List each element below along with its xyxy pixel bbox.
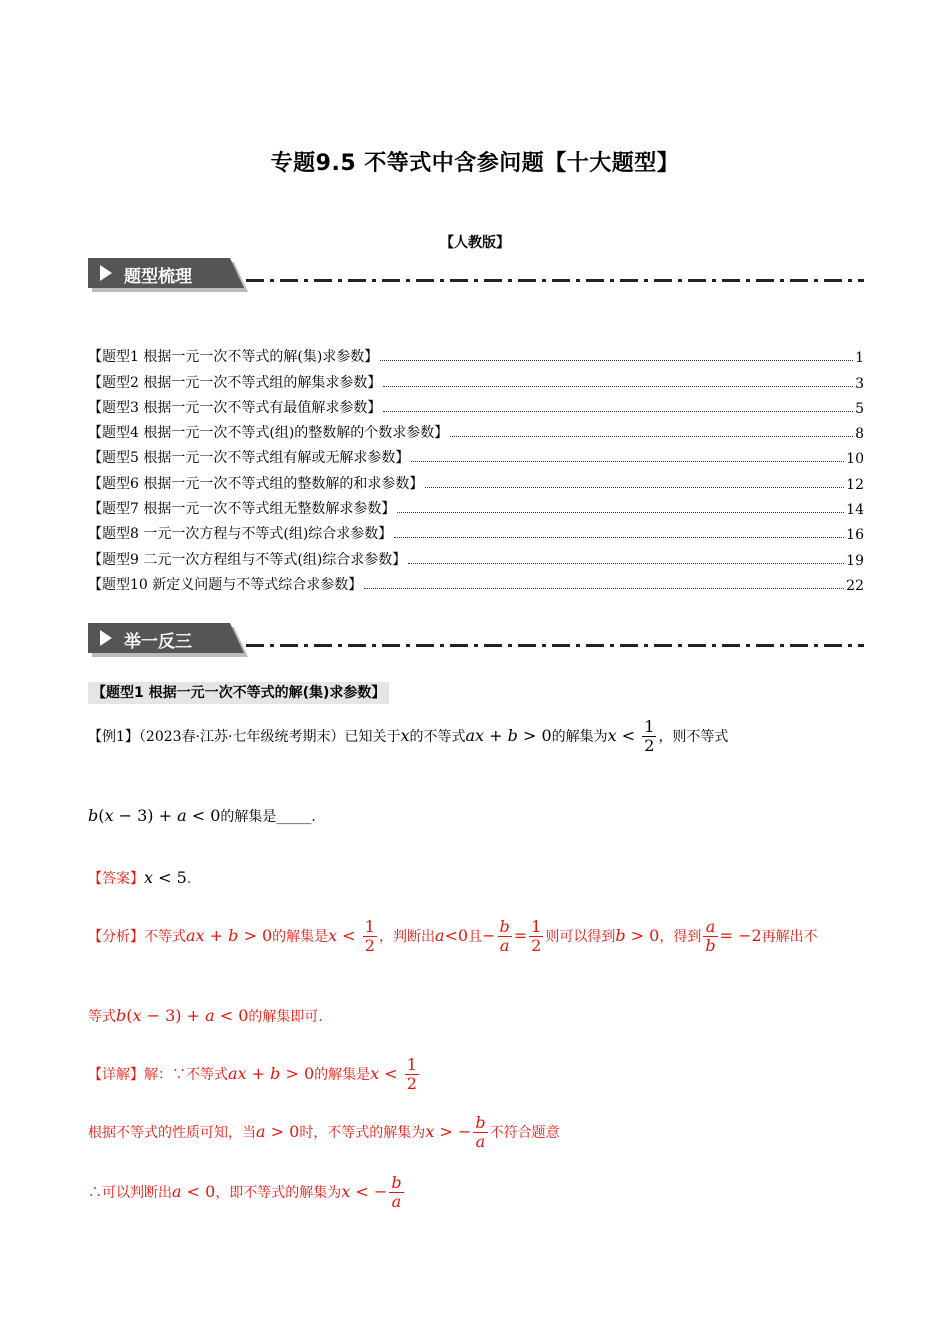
toc-item[interactable]: 【题型1 根据一元一次不等式的解(集)求参数】 1 xyxy=(88,349,864,367)
example-question-cont: b(x − 3) + a < 0的解集是_____. xyxy=(88,806,316,825)
section-title-overview: 题型梳理 xyxy=(124,267,192,287)
toc-item[interactable]: 【题型6 根据一元一次不等式组的整数解的和求参数】 12 xyxy=(88,475,864,493)
play-arrow-icon xyxy=(100,265,112,281)
answer: 【答案】x < 5. xyxy=(88,868,192,887)
detail-line-1: 【详解】解：∵不等式ax + b > 0的解集是x < $\frac{1}{2}$ xyxy=(88,1055,417,1094)
toc-item[interactable]: 【题型7 根据一元一次不等式组无整数解求参数】 14 xyxy=(88,501,864,519)
page-title: 专题9.5 不等式中含参问题【十大题型】 xyxy=(270,151,680,176)
toc-item[interactable]: 【题型2 根据一元一次不等式组的解集求参数】 3 xyxy=(88,374,864,392)
dash-divider xyxy=(246,279,864,282)
toc-item[interactable]: 【题型4 根据一元一次不等式(组)的整数解的个数求参数】 8 xyxy=(88,425,864,443)
table-of-contents xyxy=(88,341,864,594)
toc-item[interactable]: 【题型5 根据一元一次不等式组有解或无解求参数】 10 xyxy=(88,450,864,468)
toc-item[interactable]: 【题型10 新定义问题与不等式综合求参数】 22 xyxy=(88,576,864,594)
section-bar-overview xyxy=(88,258,864,292)
detail-line-3: ∴可以判断出a < 0，即不等式的解集为x < − $\frac{b}{a}$ xyxy=(88,1173,402,1212)
analysis-cont: 等式b(x − 3) + a < 0的解集即可. xyxy=(88,1006,323,1025)
toc-item[interactable]: 【题型8 一元一次方程与不等式(组)综合求参数】 16 xyxy=(88,526,864,544)
section-bar-examples xyxy=(88,623,864,657)
toc-item[interactable]: 【题型3 根据一元一次不等式有最值解求参数】 5 xyxy=(88,399,864,417)
dash-divider xyxy=(246,644,864,647)
type-heading: 【题型1 根据一元一次不等式的解(集)求参数】 xyxy=(88,682,389,704)
example-question: 【例1】（2023春·江苏·七年级统考期末）已知关于x的不等式ax + b > 0的解集为x < $\frac{1}{2}$ ，则不等式 xyxy=(88,717,729,756)
section-title-examples: 举一反三 xyxy=(124,632,192,652)
edition-label: 【人教版】 xyxy=(440,235,510,251)
analysis: 【分析】不等式ax + b > 0的解集是x < $\frac{1}{2}$ ，判断出a<0且− $\frac{b}{a}$ = $\frac{1}{2}$ 则可以得到b > 0，得到 $\frac{a}{b}$ = −2再解出不 xyxy=(88,917,818,956)
play-arrow-icon xyxy=(100,630,112,646)
detail-line-2: 根据不等式的性质可知，当a > 0时，不等式的解集为x > − $\frac{b}{a}$ 不符合题意 xyxy=(88,1113,560,1152)
toc-item[interactable]: 【题型9 二元一次方程组与不等式(组)综合求参数】 19 xyxy=(88,551,864,569)
